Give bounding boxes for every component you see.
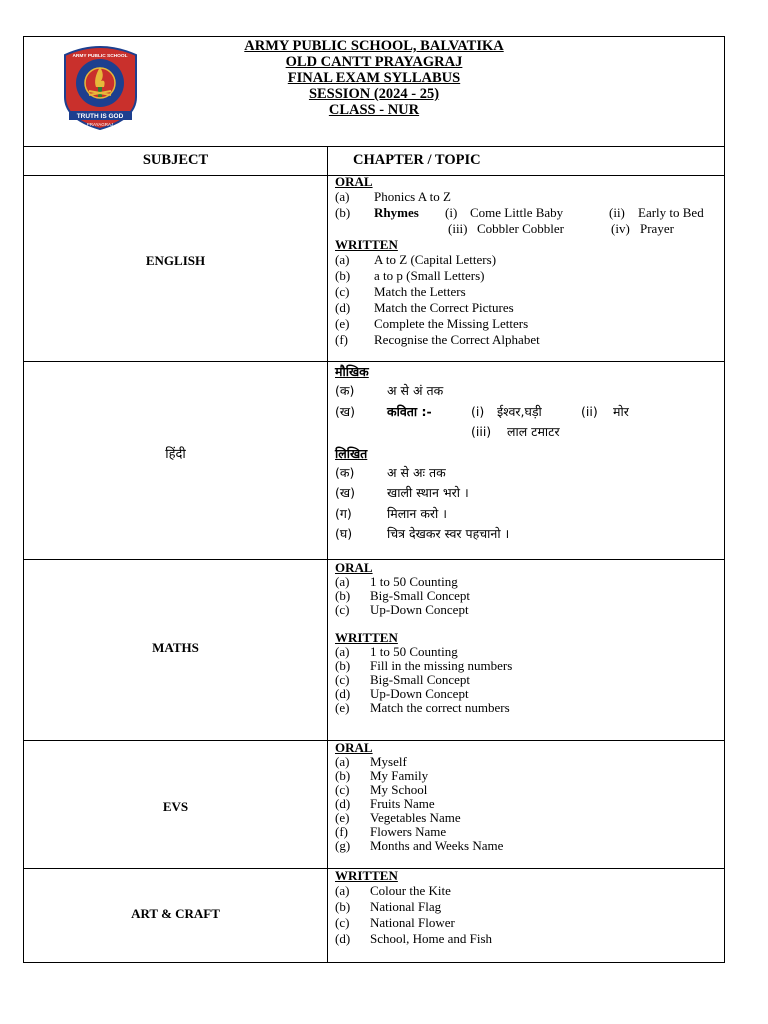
subject-column-header: SUBJECT <box>142 152 209 168</box>
poem-item: लाल टमाटर <box>507 424 560 439</box>
poem-item: ईश्वर,घड़ी <box>497 403 542 419</box>
list-item: (घ) चित्र देखकर स्वर पहचानो । <box>335 526 510 541</box>
logo-top-text: ARMY PUBLIC SCHOOL <box>72 54 128 59</box>
school-name: ARMY PUBLIC SCHOOL, BALVATIKA <box>244 38 504 54</box>
english-row <box>24 175 724 362</box>
hindi-subject: हिंदी <box>165 447 186 462</box>
list-item: (d) Fruits Name <box>335 796 435 811</box>
english-oral-item: (a) Phonics A to Z <box>335 189 451 204</box>
list-item: (d) Match the Correct Pictures <box>335 300 514 315</box>
art-craft-topics <box>335 869 720 947</box>
column-divider <box>327 146 328 962</box>
list-item: (c) Match the Letters <box>335 284 466 299</box>
maths-subject: MATHS <box>152 640 199 655</box>
logo-city: PRAYAGRAJ <box>86 122 114 127</box>
hindi-written-heading: लिखित <box>335 445 368 461</box>
english-written-list <box>335 252 720 348</box>
list-item: (e) Complete the Missing Letters <box>335 316 529 331</box>
syllabus-sheet <box>23 36 725 963</box>
list-item: (ग) मिलान करो । <box>335 505 447 521</box>
hindi-row <box>24 362 724 560</box>
list-item: (b) National Flag <box>335 899 442 914</box>
table-header-row <box>24 146 724 176</box>
maths-written-heading: WRITTEN <box>335 630 398 645</box>
list-item: (c) Big-Small Concept <box>335 672 471 687</box>
english-oral-heading: ORAL <box>335 174 373 189</box>
list-item: (e) Vegetables Name <box>335 810 461 825</box>
english-written-heading: WRITTEN <box>335 237 398 252</box>
list-item: (b) a to p (Small Letters) <box>335 268 485 283</box>
english-rhymes-line-2: (iii) Cobbler Cobbler (iv) Prayer <box>448 221 674 236</box>
poem-item: मोर <box>613 403 629 419</box>
english-rhymes-line: (b) Rhymes (i) Come Little Baby (ii) Early to Bed <box>335 205 704 220</box>
art-written-list <box>335 883 720 947</box>
list-item: (a) Myself <box>335 754 407 769</box>
rhymes-label: Rhymes <box>374 205 419 220</box>
exam-title: FINAL EXAM SYLLABUS <box>287 70 461 86</box>
class-title: CLASS - NUR <box>328 102 420 118</box>
hindi-topics <box>335 363 720 545</box>
list-item: (d) Up-Down Concept <box>335 686 469 701</box>
syllabus-header <box>24 37 724 147</box>
english-topics <box>335 175 720 348</box>
list-item: (a) 1 to 50 Counting <box>335 574 458 589</box>
list-item: (a) A to Z (Capital Letters) <box>335 252 497 267</box>
list-item: (c) My School <box>335 782 428 797</box>
poem-label: कविता :- <box>387 403 432 419</box>
evs-subject: EVS <box>162 799 189 814</box>
maths-topics <box>335 561 720 715</box>
rhyme-item: Prayer <box>640 221 674 236</box>
list-item: (c) National Flower <box>335 915 455 930</box>
hindi-poem-line-2: (iii) लाल टमाटर <box>335 422 720 443</box>
rhyme-item: Cobbler Cobbler <box>477 221 565 236</box>
english-subject: ENGLISH <box>145 253 206 268</box>
evs-oral-list <box>335 755 720 853</box>
hindi-oral-heading: मौखिक <box>335 364 369 379</box>
list-item: (b) My Family <box>335 768 429 783</box>
list-item: (d) School, Home and Fish <box>335 931 493 946</box>
session-title: SESSION (2024 - 25) <box>308 86 440 102</box>
list-item: (क) अ से अः तक <box>335 464 446 480</box>
header-titles <box>164 38 584 118</box>
maths-oral-heading: ORAL <box>335 560 373 575</box>
evs-topics <box>335 741 720 853</box>
list-item: (g) Months and Weeks Name <box>335 838 504 853</box>
list-item: (ख) खाली स्थान भरो । <box>335 485 469 500</box>
list-item: (c) Up-Down Concept <box>335 602 469 617</box>
list-item: (b) Fill in the missing numbers <box>335 658 513 673</box>
school-location: OLD CANTT PRAYAGRAJ <box>285 54 463 70</box>
maths-row <box>24 560 724 741</box>
list-item: (b) Big-Small Concept <box>335 588 471 603</box>
topic-column-header: CHAPTER / TOPIC <box>353 152 481 168</box>
rhyme-item: Early to Bed <box>638 205 704 220</box>
art-written-heading: WRITTEN <box>335 868 398 883</box>
evs-oral-heading: ORAL <box>335 740 373 755</box>
rhyme-item: Come Little Baby <box>470 205 564 220</box>
maths-oral-list <box>335 575 720 617</box>
list-item: (e) Match the correct numbers <box>335 700 510 715</box>
list-item: (a) 1 to 50 Counting <box>335 644 458 659</box>
list-item: (f) Flowers Name <box>335 824 447 839</box>
art-craft-row <box>24 869 724 962</box>
list-item: (f) Recognise the Correct Alphabet <box>335 332 540 347</box>
hindi-written-list <box>335 463 720 545</box>
hindi-poem-line: (ख) कविता :- (i) ईश्वर,घड़ी (ii) मोर <box>335 402 720 423</box>
evs-row <box>24 741 724 869</box>
hindi-oral-item: (क) अ से अं तक <box>335 383 444 398</box>
school-crest-logo <box>59 45 142 130</box>
list-item: (a) Colour the Kite <box>335 883 451 898</box>
art-craft-subject: ART & CRAFT <box>131 906 220 921</box>
logo-motto: TRUTH IS GOD <box>76 113 124 120</box>
maths-written-list <box>335 645 720 715</box>
